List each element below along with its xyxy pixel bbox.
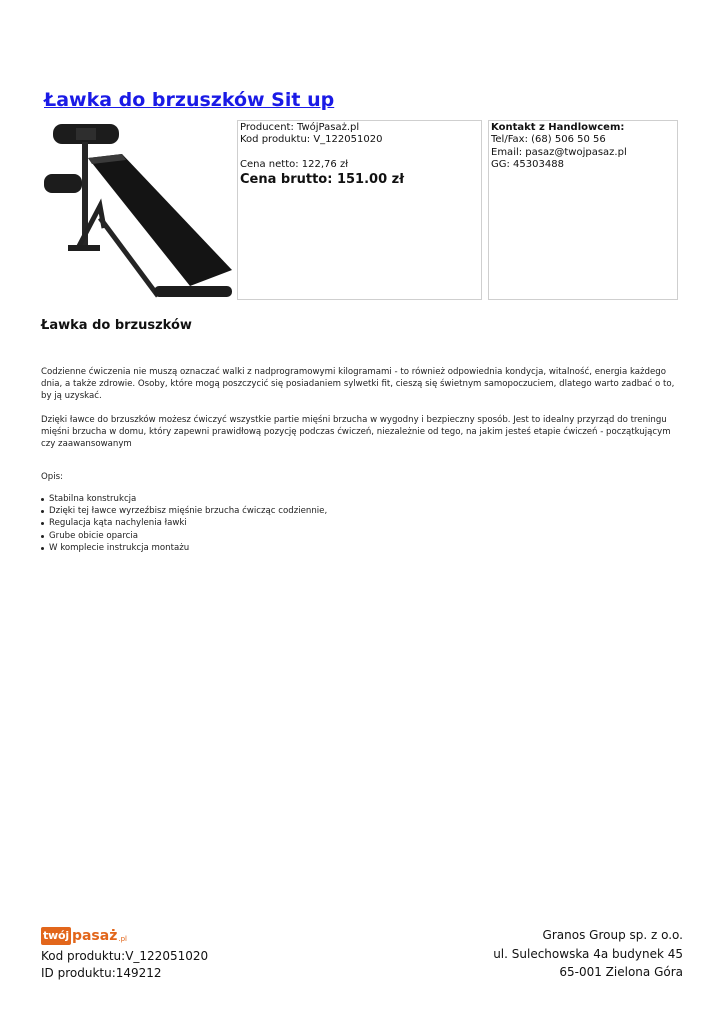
contact-phone: Tel/Fax: (68) 506 50 56 <box>491 134 606 146</box>
contact-gg: GG: 45303488 <box>491 159 564 171</box>
product-description <box>41 366 686 462</box>
section-title: Ławka do brzuszków <box>41 318 192 333</box>
producer-info-box <box>237 120 482 300</box>
feature-item: Grube obicie oparcia <box>41 530 327 542</box>
feature-item: Dzięki tej ławce wyrzeźbisz mięśnie brzucha ćwicząc codziennie, <box>41 505 327 517</box>
producer-text: Producent: TwójPasaż.pl <box>240 122 360 133</box>
logo-box-text: twój <box>41 927 71 945</box>
product-code-text: Kod produktu: V_122051020 <box>240 134 383 146</box>
logo-main-text: pasaż <box>71 928 118 944</box>
price-net: Cena netto: 122,76 zł <box>240 159 349 171</box>
footer-company-address <box>493 926 683 982</box>
footer-street: ul. Sulechowska 4a budynek 45 <box>493 946 683 961</box>
feature-item: Stabilna konstrukcja <box>41 493 327 505</box>
contact-heading: Kontakt z Handlowcem: <box>491 122 625 133</box>
feature-item: Regulacja kąta nachylenia ławki <box>41 517 327 529</box>
footer-company-name: Granos Group sp. z o.o. <box>542 928 683 942</box>
footer-product-id: ID produktu:149212 <box>41 965 162 980</box>
contact-email: Email: pasaz@twojpasaz.pl <box>491 146 627 158</box>
logo-suffix-text: .pl <box>118 935 127 943</box>
contact-info-box <box>488 120 678 300</box>
price-gross: Cena brutto: 151.00 zł <box>240 171 405 187</box>
twojpasaz-logo <box>41 925 127 947</box>
footer-product-ids <box>41 948 208 981</box>
product-title-link[interactable]: Ławka do brzuszków Sit up <box>44 89 335 111</box>
feature-list <box>41 493 327 554</box>
description-paragraph: Dzięki ławce do brzuszków możesz ćwiczyć wszystkie partie mięśni brzucha w wygodny i bezpieczny sposób. Jest to idealny przyrząd do treningu mięśni brzucha w domu, który zapewni prawidłową pozycję podczas ćwiczeń, niezależnie od tego, na jakim jesteś etapie ćwiczeń - początkującym czy zaawansowanym <box>41 415 671 449</box>
product-image <box>40 118 235 304</box>
footer-city: 65-001 Zielona Góra <box>559 965 683 979</box>
description-paragraph: Codzienne ćwiczenia nie muszą oznaczać walki z nadprogramowymi kilogramami - to również odpowiednia kondycja, witalność, energia każdego dnia, a także zdrowie. Osoby, które mogą poszczycić się posiadaniem sylwetki fit, cieszą się świetnym samopoczuciem, dlatego warto zadbać o to, by ją uzyskać. <box>41 367 675 401</box>
opis-label: Opis: <box>41 472 63 482</box>
footer-product-code: Kod produktu:V_122051020 <box>41 949 209 963</box>
feature-item: W komplecie instrukcja montażu <box>41 542 327 554</box>
